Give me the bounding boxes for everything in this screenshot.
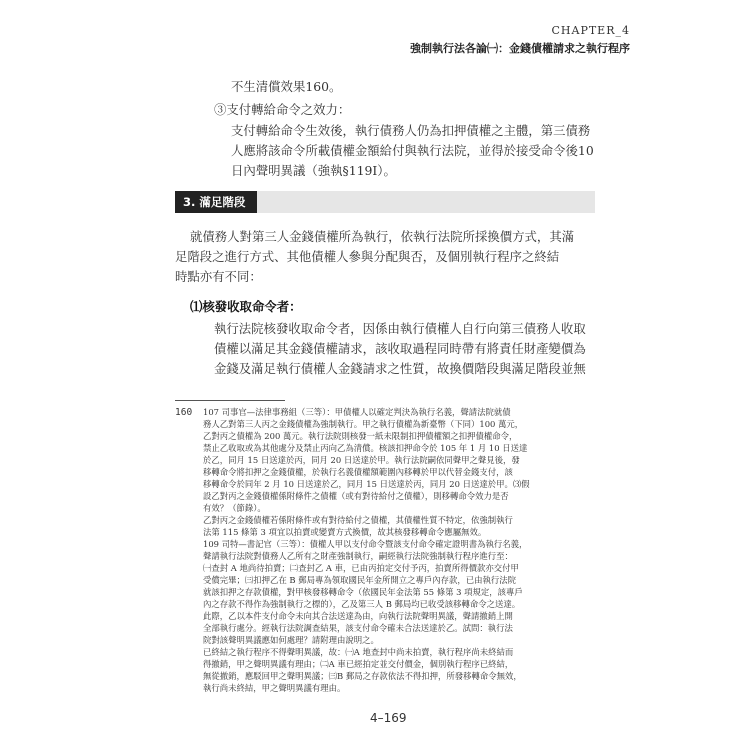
footnote-number: 160 <box>175 407 193 418</box>
sub-paragraph-line: 債權以滿足其金錢債權請求，該收取過程同時帶有將責任財產變價為 <box>214 341 586 356</box>
body-line: 支付轉給命令生效後，執行債務人仍為扣押債權之主體，第三債務 <box>231 123 591 138</box>
chapter-header: CHAPTER_4 <box>551 24 630 37</box>
footnote-line: 有效？（節錄）。 <box>203 503 266 513</box>
body-line: 日內聲明異議（強執§119Ⅰ）。 <box>231 163 396 178</box>
body-line: 人應將該命令所載債權金額給付與執行法院，並得於接受命令後10 <box>231 143 594 158</box>
footnote-line: 執行尚未終結，甲之聲明異議有理由。 <box>203 683 346 693</box>
footnote-line: 移轉命令將扣押之金錢債權，於執行名義債權額範圍內移轉於甲以代替金錢支付，該 <box>203 467 513 477</box>
paragraph-line: 就債務人對第三人金錢債權所為執行，依執行法院所採換價方式，其滿 <box>190 229 575 244</box>
footnote-line: 已終結之執行程序不得聲明異議，故：㈠A 地查封中尚未拍賣，執行程序尚未終結而 <box>203 647 514 657</box>
footnote-line: 院對該聲明異議應如何處理？請附理由說明之。 <box>203 635 379 645</box>
body-line: ③支付轉給命令之效力： <box>214 102 351 117</box>
footnote-line: 法第 115 條第 3 項宜以拍賣或變賣方式換價，故其核發移轉命令應屬無效。 <box>203 527 487 537</box>
body-line: 不生清償效果160。 <box>231 79 342 94</box>
paragraph-line: 足階段之進行方式、其他債權人參與分配與否，及個別執行程序之終結 <box>175 249 560 264</box>
sub-paragraph-line: 金錢及滿足執行債權人金錢請求之性質，故換價階段與滿足階段並無 <box>214 361 586 376</box>
footnote-line: 於乙，同月 15 日送達於丙，同月 20 日送達於甲。執行法院嗣依同聲甲之聲見後，發 <box>203 455 520 465</box>
footnote-line: 內之存款不得作為強制執行之標的），乙及第三人 B 郵局均已收受該移轉命令之送達。 <box>203 599 521 609</box>
footnote-line: 務人乙對第三人丙之金錢債權為強制執行。甲之執行債權為新臺幣（下同）100 萬元， <box>203 419 524 429</box>
paragraph-line: 時點亦有不同： <box>175 269 262 284</box>
subheading: ⑴核發收取命令者： <box>190 299 302 314</box>
section-heading: 3. 滿足階段 <box>175 191 257 213</box>
footnote-line: 乙對丙之金錢債權若係附條件或有對待給付之債權，其債權性質不特定，依強制執行 <box>203 515 513 525</box>
footnote-line: 乙對丙之債權為 200 萬元。執行法院則核發一紙未限制扣押債權額之扣押債權命令， <box>203 431 518 441</box>
footnote-line: 就該扣押之存款債權，對甲核發移轉命令（依國民年金法第 55 條第 3 項規定，該專戶 <box>203 587 523 597</box>
sub-paragraph-line: 執行法院核發收取命令者，因係由執行債權人自行向第三債務人收取 <box>214 321 586 336</box>
footnote-rule <box>175 400 285 401</box>
footnote-line: 得撤銷，甲之聲明異議有理由；㈡A 車已經拍定並交付價金，個別執行程序已終結， <box>203 659 514 669</box>
footnote-line: 109 司特—書記官（三等）：債權人甲以支付命令暨該支付命令確定證明書為執行名義， <box>203 539 528 549</box>
page-number: 4–169 <box>370 711 407 725</box>
footnote-line: 受償完畢；㈢扣押乙在 B 郵局專為領取國民年金所開立之專戶內存款，已由執行法院 <box>203 575 516 585</box>
footnote-line: 107 司事官—法律事務組（三等）：甲債權人以確定判決為執行名義，聲請法院就債 <box>203 407 511 417</box>
footnote-line: 聲請執行法院對債務人乙所有之財產強制執行，嗣經執行法院強制執行程序進行至： <box>203 551 513 561</box>
running-section-title: 強制執行法各論㈠：金錢債權請求之執行程序 <box>410 42 630 55</box>
footnote-line: 設乙對丙之金錢債權係附條件之債權（或有對待給付之債權），則移轉命令效力是否 <box>203 491 509 501</box>
footnote-line: 無從撤銷，應駁回甲之聲明異議；㈢B 郵局之存款依法不得扣押，所發移轉命令無效， <box>203 671 522 681</box>
footnote-line: 全部執行處分。經執行法院調查結果，該支付命令確未合法送達於乙。試問：執行法 <box>203 623 513 633</box>
footnote-line: 移轉命令於同年 2 月 10 日送達於乙，同月 15 日送達於丙，同月 20 日送達於甲。⑶假 <box>203 479 530 489</box>
footnote-line: 此際，乙以本件支付命令未向其合法送達為由，向執行法院聲明異議，聲請撤銷上開 <box>203 611 513 621</box>
footnote-line: 禁止乙收取或為其他處分及禁止丙向乙為清償。核該扣押命令於 105 年 1 月 10 日送達 <box>203 443 528 453</box>
footnote-line: ㈠查封 A 地尚待拍賣；㈡查封乙 A 車，已由丙拍定交付予丙，拍賣所得價款亦交付甲 <box>203 563 519 573</box>
